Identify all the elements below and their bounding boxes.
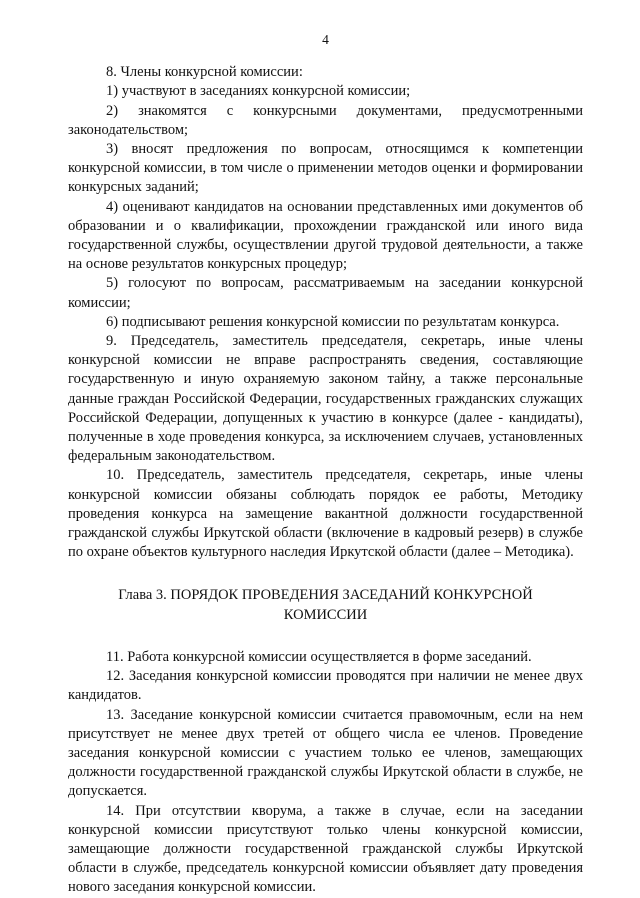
paragraph-11: 11. Работа конкурсной комиссии осуществляется в форме заседаний.	[106, 648, 532, 665]
paragraph-8-item-4: 4) оценивают кандидатов на основании представленных ими документов об образовании и о квалификации, прохождении гражданской или иного вида государственной службы, осуществлении другой трудовой деятельности, а также на основе результатов конкурсных процедур;	[68, 198, 583, 273]
paragraph-10: 10. Председатель, заместитель председателя, секретарь, иные члены конкурсной комиссии обязаны соблюдать порядок ее работы, Методику проведения конкурса на замещение вакантной должности государственной гражданской службы Иркутской области (включение в кадровый резерв) в службе по охране объектов культурного наследия Иркутской области (далее – Методика).	[68, 467, 583, 561]
paragraph-13: 13. Заседание конкурсной комиссии считается правомочным, если на нем присутствует не менее двух третей от общего числа ее членов. Проведение заседания конкурсной комиссии с участием только ее членов, замещающих должности государственной гражданской службы Иркутской области в службе, не допускается.	[68, 706, 583, 800]
paragraph-8-heading: 8. Члены конкурсной комиссии:	[106, 64, 303, 81]
paragraph-8-item-6: 6) подписывают решения конкурсной комиссии по результатам конкурса.	[106, 313, 560, 330]
chapter-title-line-1: Глава 3. ПОРЯДОК ПРОВЕДЕНИЯ ЗАСЕДАНИЙ КОНКУРСНОЙ	[118, 587, 533, 604]
chapter-title-line-2: КОМИССИИ	[283, 606, 368, 623]
paragraph-8-item-5: 5) голосуют по вопросам, рассматриваемым на заседании конкурсной комиссии;	[68, 275, 583, 311]
document-page	[68, 30, 583, 898]
paragraph-14: 14. При отсутствии кворума, а также в случае, если на заседании конкурсной комиссии присутствуют только члены конкурсной комиссии, замещающие должности государственной гражданской службы Иркутской области в службе, председатель конкурсной комиссии объявляет дату проведения нового заседания конкурсной комиссии.	[68, 802, 583, 896]
paragraph-9: 9. Председатель, заместитель председателя, секретарь, иные члены конкурсной комиссии не вправе распространять сведения, составляющие государственную и иную охраняемую законом тайну, а также персональные данные граждан Российской Федерации, государственных гражданских служащих Российской Федерации, допущенных к участию в конкурсе (далее - кандидаты), полученные в ходе проведения конкурса, за исключением случаев, установленных федеральным законодательством.	[68, 333, 583, 465]
paragraph-12: 12. Заседания конкурсной комиссии проводятся при наличии не менее двух кандидатов.	[68, 668, 583, 704]
paragraph-8-item-2: 2) знакомятся с конкурсными документами, предусмотренными законодательством;	[68, 102, 583, 138]
paragraph-8-item-1: 1) участвуют в заседаниях конкурсной комиссии;	[106, 83, 411, 100]
chapter-title	[68, 586, 583, 624]
paragraph-8-item-3: 3) вносят предложения по вопросам, относящимся к компетенции конкурсной комиссии, в том числе о применении методов оценки и формировании конкурсных заданий;	[68, 141, 583, 196]
page-number: 4	[322, 32, 329, 47]
